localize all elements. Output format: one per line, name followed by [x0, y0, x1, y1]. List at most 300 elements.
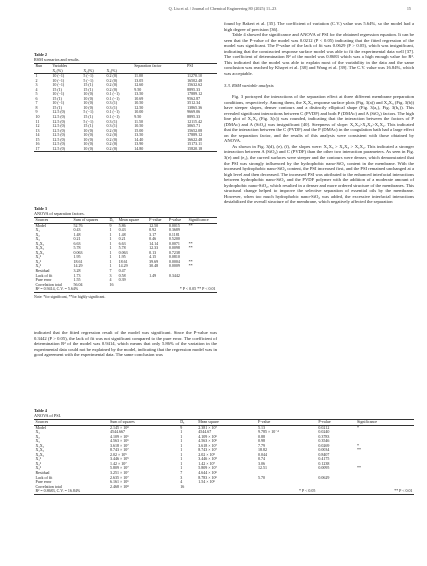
table3-cell: 6.63 — [73, 240, 81, 246]
table4-cell: ** — [357, 447, 362, 453]
table3-cell: 1 — [109, 245, 112, 251]
table2-cell: 15173.11 — [187, 141, 202, 147]
table3-cell: Model — [35, 222, 46, 228]
table4-caption — [34, 408, 414, 418]
table3-cell: 0.3442 — [168, 272, 180, 278]
table2-cell: 0.2 (0) — [106, 145, 118, 151]
table2-cell: 0.2 (0) — [106, 132, 118, 138]
table2-cell: 16622.48 — [187, 136, 203, 142]
table3-cell: 56.04 — [73, 281, 83, 287]
table2-cell: 10 (0) — [83, 145, 94, 151]
table3-cell: Residual — [35, 268, 50, 274]
table4-cell: 0.0212 — [318, 424, 330, 430]
table2-cell: 0.3 (1) — [106, 123, 118, 129]
table2-cell: 10.50 — [134, 123, 144, 129]
table2-cell: 15652.08 — [187, 127, 203, 133]
table2-row — [34, 147, 217, 152]
table3-cell: 1 — [109, 249, 112, 255]
table3-header-cell: Dₓ — [109, 217, 114, 222]
table2-cell: 8 — [35, 104, 38, 110]
table4-cell: 1 — [180, 465, 183, 471]
table3-cell: 0.3689 — [168, 227, 180, 233]
table2-cell: 10 (0) — [83, 104, 94, 110]
table3-cell: 14.29 — [73, 263, 83, 269]
table2-header-cell: Variables — [52, 63, 68, 68]
table2-cell: 12.5 (0) — [52, 136, 65, 142]
page-number: 15 — [406, 6, 411, 11]
table4-cell: 1.54 × 10⁶ — [198, 479, 215, 485]
table3-cell: Pure error — [35, 277, 52, 283]
table4-cell: 3.618 × 10⁷ — [198, 442, 217, 448]
table4-cell: Correlation total — [35, 483, 62, 489]
table3-cell: 1.73 — [73, 272, 81, 278]
table3-cell: 1 — [109, 240, 112, 246]
table3-cell: 0.21 — [73, 236, 81, 242]
table3-cell: 14.29 — [118, 263, 128, 269]
table3-cell: 0.21 — [118, 236, 126, 242]
table3-header-cell: Sum of squares — [73, 217, 99, 222]
table4-cell: X₂X₃ — [35, 451, 45, 457]
table2-cell: 10 — [35, 114, 40, 120]
table4-cell: 0.0095 — [318, 465, 330, 471]
left-body-text: indicated that the fitted regression result of the model was significant. Since the P-value was 0.3442 (P > 0.05), the lack of fit was not significant compared to the pure error. The coefficient of determination R² of the model was 0.9414, which means that only 5.86% of the variation in the experimental data could not be explained by the model, indicating that the regression model was in good agreement with the experimental data. The same conclusion was — [34, 330, 217, 358]
table4-cell: Pure error — [35, 479, 52, 485]
table3-cell: X₃ — [35, 236, 40, 242]
table2-cell: 17 — [35, 145, 40, 151]
table2-cell: 11.00 — [134, 73, 144, 79]
table3-cell: X₁ — [35, 227, 40, 233]
paragraph-1: found by Bakeri et al. [35]. The coefficient of variation (C.V.) value was 5.64%, so the model had a high degree of precision [36]. — [224, 21, 414, 32]
table2-cell: 13.05 — [134, 77, 144, 83]
table2-cell: 12 — [35, 123, 40, 129]
table2-cell: 15 (1) — [52, 104, 62, 110]
table2-cell: 13.50 — [134, 91, 144, 97]
table2-cell: 12.5 (0) — [52, 132, 65, 138]
table2-cell: 5 — [35, 91, 38, 97]
table3 — [34, 217, 217, 293]
table3-note: Note: *for significant, **for highly significant. — [34, 294, 106, 299]
table4-header-cell: Sources — [35, 419, 49, 424]
table4-header-cell: Sum of squares — [109, 419, 135, 424]
table2-cell: 0.2 (0) — [106, 77, 118, 83]
table2-cell: 0.2 (0) — [106, 73, 118, 79]
table3-cell: 0.92 — [149, 227, 157, 233]
table4-cell: 0.1238 — [318, 460, 330, 466]
table3-cell: 12.33 — [149, 245, 159, 251]
table4-cell: 9 — [180, 424, 183, 430]
table3-cell: 0.0015 — [168, 222, 180, 228]
table4-footer-sig1: * P < 0.05 — [299, 488, 316, 494]
table4-cell: 4.563 × 10⁶ — [198, 438, 217, 444]
table2-header-cell: PSI — [187, 63, 193, 68]
table3-cell: 4 — [109, 277, 112, 283]
table3-cell: 1.48 — [73, 231, 81, 237]
table2-cell: 12115.42 — [187, 118, 202, 124]
table2-title: RSM scenarios and results. — [34, 57, 80, 62]
table4-cell: 4544.667 — [109, 429, 125, 435]
table2-cell: 15 (1) — [83, 123, 94, 129]
right-column — [224, 21, 414, 205]
table2-cell: 14 — [35, 132, 40, 138]
table2-cell: 5 (−1) — [83, 109, 94, 115]
table2-cell: 7 — [35, 100, 38, 106]
table3-cell: 1 — [109, 236, 112, 242]
table4-cell: 3.446 × 10⁵ — [109, 456, 129, 462]
table2-cell: 15 (1) — [52, 86, 62, 92]
table4-cell: 4.109 × 10⁶ — [198, 433, 217, 439]
table2-cell: 10.00 — [134, 109, 144, 115]
table4-cell: 0.4175 — [318, 456, 330, 462]
table2-cell: 10 (0) — [83, 100, 94, 106]
table2-cell: 3512.34 — [187, 100, 201, 106]
table4-cell: Residual — [35, 470, 50, 476]
table3-cell: 0.13 — [149, 249, 157, 255]
table4-cell: 8.743 × 10⁷ — [198, 447, 217, 453]
table3-header-cell: Mean square — [118, 217, 140, 222]
table3-cell: X₁X₃ — [35, 245, 45, 251]
table3-cell: ** — [188, 263, 193, 269]
table2-cell: 15 (1) — [83, 82, 94, 88]
table3-cell: 6.63 — [118, 240, 126, 246]
table3-cell: 0.46 — [149, 236, 157, 242]
table3-cell: ** — [188, 258, 193, 264]
table4-cell: 0.0629 — [318, 474, 330, 480]
running-header — [34, 6, 411, 14]
table3-footer-stats: R² = 0.9414, C.V. = 5.64% — [35, 286, 79, 292]
table4-cell: 1.42 × 10⁷ — [109, 460, 127, 466]
table4-cell: 1 — [180, 456, 183, 462]
table4-cell: 0.88 — [258, 433, 266, 439]
table2-cell: 9562.87 — [187, 95, 201, 101]
table3-cell: 52.76 — [73, 222, 83, 228]
table4-cell: 12.51 — [258, 465, 268, 471]
table3-cell: X₂ — [35, 231, 40, 237]
table2-cell: 12.5 (0) — [52, 118, 65, 124]
table3-cell: 4.15 — [149, 254, 157, 260]
table4-cell: 1 — [180, 429, 183, 435]
table3-cell: 16 — [109, 281, 114, 287]
table2-cell: 0.2 (0) — [106, 86, 118, 92]
table3-title: ANOVA of separation factors. — [34, 211, 85, 216]
table3-cell: 0.39 — [118, 277, 126, 283]
table2-cell: 9 — [35, 109, 38, 115]
table2-cell: 15632.62 — [187, 82, 203, 88]
table2-cell: 11 — [35, 118, 40, 124]
table3-caption — [34, 206, 217, 216]
table3-cell: ** — [188, 222, 193, 228]
table3-cell: 18.61 — [73, 258, 83, 264]
table3-cell: 5.86 — [118, 222, 126, 228]
table4-cell: 8.783 × 10⁶ — [198, 474, 217, 480]
table4-cell: X₃² — [35, 465, 41, 471]
table4-cell: 4.109 × 10⁶ — [109, 433, 129, 439]
table3-cell: 0.5200 — [168, 236, 180, 242]
table2-subheader-cell: X₃(%) — [106, 67, 117, 73]
table3-cell: 9 — [109, 222, 112, 228]
table2-cell: 0.1 (−1) — [106, 109, 120, 115]
table2-cell: 10 (0) — [83, 127, 94, 133]
paragraph-4: As shown in Fig. 3(d), (e), (f), the slopes were: X₁X₃ > X₂X₃ > X₁X₂. This indicated a stronger interaction between A (SiO₂) and C (PVDF) than the other two interaction parameters. As seen in Fig. 3(e) and (e₁), the curved surfaces were steeper and the contours were denser, which demonstrated that the PSI was strongly influenced by the hydrophobic nano-SiO₂ content in the membrane. With the increased hydrophobic nano-SiO₂ content, the PSI increased first, and the PSI remained unchanged at a high level and then decreased. The increased PSI was attributed to the enhanced interfacial interactions between hydrophobic nano-SiO₂ and the PVDF polymer with the addition of a moderate amount of hydrophobic nano-SiO₂, which resulted in a denser and more ordered structure of the membranes. This structural change helped to improve the selective separation of essential oils by the membrane. However, when too much hydrophobic nano-SiO₂ was added, the excessive interfacial interactions destabilized the overall structure of the membrane, which negatively affected the separation — [224, 143, 414, 205]
table4-cell: 0.98 — [258, 438, 266, 444]
table4-cell: 3.618 × 10⁷ — [109, 442, 129, 448]
table3-cell: 3.28 — [73, 268, 81, 274]
journal-citation: Q. Liu et al. / Journal of Chemical Engineering 80 (2025) 11–23 — [168, 6, 277, 11]
table4-cell: 4544.67 — [198, 429, 212, 435]
table2-block — [34, 52, 217, 152]
table4-cell: X₂² — [35, 460, 41, 466]
table4-cell: 1 — [180, 451, 183, 457]
table4-cell: 1 — [180, 442, 183, 448]
table2-cell: 5 (−1) — [83, 118, 94, 124]
table2-cell: 0.2 (0) — [106, 136, 118, 142]
table3-cell: Lack of fit — [35, 272, 53, 278]
table4-cell: 2.635 × 10⁷ — [109, 474, 129, 480]
table3-block — [34, 206, 217, 299]
table3-cell: ** — [188, 240, 193, 246]
table4-cell: 6.161 × 10⁶ — [109, 479, 129, 485]
table4-cell: Lack of fit — [35, 474, 53, 480]
table4-cell: 3.446 × 10⁵ — [198, 456, 217, 462]
table3-cell: 0.0004 — [168, 258, 180, 264]
table3-cell: 1 — [109, 231, 112, 237]
table2-cell: 6 — [35, 95, 38, 101]
table4-cell: 5.70 — [258, 474, 266, 480]
table2-subheader-cell: X₁(%) — [52, 67, 63, 73]
table2-cell: 8895.33 — [187, 114, 201, 120]
table2-cell: 12.5 (0) — [52, 141, 65, 147]
table2-cell: 10 (0) — [83, 132, 94, 138]
table4-cell: * — [357, 424, 360, 430]
table4-cell: 7.79 — [258, 442, 266, 448]
table4-cell: 0.3546 — [318, 438, 330, 444]
table2-cell: 0.1 (−1) — [106, 114, 120, 120]
table4-cell: 2.381 × 10⁷ — [198, 424, 217, 430]
table4-cell: ** — [357, 465, 362, 471]
table4-cell: 5.809 × 10⁷ — [109, 465, 129, 471]
table3-cell: 5.78 — [73, 245, 81, 251]
table2-cell: 11270.10 — [187, 73, 202, 79]
table2-cell: 10 (0) — [83, 136, 94, 142]
table3-cell: 0.0098 — [168, 245, 180, 251]
table2-cell: 17889.12 — [187, 91, 203, 97]
table4-block — [34, 408, 414, 495]
table2-cell: 0.2 (0) — [106, 82, 118, 88]
table4-cell: 0.8407 — [318, 451, 330, 457]
table3-header-cell: Sources — [35, 217, 49, 222]
table2-cell: 13.90 — [134, 141, 144, 147]
table2-cell: 12.5 (0) — [52, 109, 65, 115]
table2-cell: 10 (−1) — [52, 91, 65, 97]
table3-cell: X₂² — [35, 258, 41, 264]
table4-label: Table 4 — [34, 408, 47, 413]
table3-header-cell: P-value — [168, 217, 182, 222]
table4-cell: 9.785 × 10⁻⁴ — [258, 429, 279, 435]
table2-cell: 5 (−1) — [83, 73, 94, 79]
table2-cell: 15 (1) — [52, 95, 62, 101]
table3-cell: 0.43 — [118, 227, 126, 233]
table4-cell: 4.563 × 10⁶ — [109, 438, 129, 444]
table4-cell: 1.42 × 10⁷ — [198, 460, 215, 466]
table2-cell: 13.50 — [134, 132, 144, 138]
table3-cell: 0.0810 — [168, 254, 180, 260]
table3-footer-sig: * P < 0.05 ** P < 0.01 — [179, 286, 216, 292]
table4-cell: 16 — [180, 483, 185, 489]
table2-cell: 15 (1) — [83, 114, 94, 120]
table2-cell: 12.5 (0) — [52, 114, 65, 120]
table4 — [34, 419, 414, 495]
table4-cell: 1 — [180, 438, 183, 444]
table3-cell: X₁X₂ — [35, 240, 45, 246]
table4-cell: 18.82 — [258, 447, 268, 453]
table2-cell: 0.1 (−1) — [106, 91, 120, 97]
table2-cell: 0.3 (1) — [106, 104, 118, 110]
table2-cell: 16 — [35, 141, 40, 147]
table4-header-cell: P-value — [318, 419, 331, 424]
table2-cell: 9.50 — [134, 114, 142, 120]
table2-cell: 0.3 (1) — [106, 100, 118, 106]
table4-cell: X₁ — [35, 429, 40, 435]
table3-cell: ** — [188, 245, 193, 251]
table4-cell: 8.743 × 10⁷ — [109, 447, 129, 453]
table2-cell: 10 (0) — [83, 91, 94, 97]
table4-cell: X₁² — [35, 456, 41, 462]
table4-header-cell: Significance — [357, 419, 378, 424]
table4-cell: 5.13 — [258, 424, 266, 430]
table3-cell: 0.47 — [118, 268, 126, 274]
table4-footer-stats: R² = 0.8683, C.V. = 16.84% — [35, 488, 81, 494]
table2-cell: 14.40 — [134, 136, 144, 142]
section-heading: 3.3. RSM variable analysis — [224, 83, 274, 89]
table2-cell: 10 (−1) — [52, 100, 65, 106]
table3-cell: 5.78 — [118, 245, 126, 251]
table2-cell: 12.5 (0) — [52, 123, 65, 129]
table2-cell: 9.50 — [134, 86, 142, 92]
table4-cell: 4.644 × 10⁶ — [198, 470, 217, 476]
table3-cell: X₁² — [35, 254, 41, 260]
table3-cell: 0.7238 — [168, 249, 180, 255]
table4-cell: 2.468 × 10⁸ — [109, 483, 129, 489]
table3-cell: 1 — [109, 254, 112, 260]
paragraph-2: Table 4 showed the significance and ANOVA of PSI for the obtained regression equation. It can be seen that the P-value of the model was 0.0212 (P < 0.05) indicating that the fitted regression of the model was significant. The P-value of the lack of fit was 0.0629 (P > 0.05), which was insignificant, indicating that the constructed response surface model was able to fit the experimental data well [37]. The coefficient of determination R² of the model was 0.8683 which was a high enough value for R². This indicated that the model was able to explain most of the variability in the data and the same conclusion was reached by Khayet et al. [38] and Wang et al. [39]. The C.V. value was 16.84%, which was acceptable. — [224, 32, 414, 76]
table3-cell: 0.063 — [118, 249, 128, 255]
table2-cell: 0.2 (0) — [106, 127, 118, 133]
table4-cell: 0.74 — [258, 456, 266, 462]
table3-cell: 14.14 — [149, 240, 159, 246]
table4-cell: 4 — [180, 479, 183, 485]
table2-cell: 12.60 — [134, 82, 144, 88]
table3-cell: 3.17 — [149, 231, 157, 237]
table2-header-cell: Separation factor — [134, 63, 162, 68]
table4-cell: 1 — [180, 447, 183, 453]
table3-cell: 39.69 — [149, 258, 159, 264]
table4-cell: 3.251 × 10⁷ — [109, 470, 129, 476]
table2-label: Table 2 — [34, 52, 47, 57]
table3-cell: 18.61 — [118, 258, 128, 264]
table4-cell: 3 — [180, 474, 183, 480]
table3-cell: 0.58 — [118, 272, 126, 278]
table4-cell: 5.809 × 10⁷ — [198, 465, 217, 471]
table4-cell: 0.0240 — [318, 429, 330, 435]
table3-cell: 1 — [109, 258, 112, 264]
table3-header-cell: Significance — [188, 217, 209, 222]
table2-cell: 10.69 — [134, 95, 144, 101]
table2-cell: 8895.33 — [187, 86, 201, 92]
table2-cell: 15.00 — [134, 127, 144, 133]
table4-cell: 2.145 × 10⁸ — [109, 424, 129, 430]
table3-cell: 1.49 — [149, 272, 157, 278]
table3-cell: 1 — [109, 263, 112, 269]
table3-cell: X₃² — [35, 263, 41, 269]
table2-subheader-cell: X₂(%) — [83, 67, 94, 73]
table4-cell: 0.044 — [258, 451, 268, 457]
table4-header-cell: F-value — [258, 419, 271, 424]
table4-cell: 2.02 × 10⁵ — [198, 451, 215, 457]
table3-cell: 0.43 — [73, 227, 81, 233]
table2-cell: 15 — [35, 136, 40, 142]
table2-cell: 5 (−1) — [83, 77, 94, 83]
table3-cell: X₂X₃ — [35, 249, 45, 255]
table4-cell: X₁X₂ — [35, 442, 45, 448]
table2-cell: 2 — [35, 77, 38, 83]
table3-cell: 12.50 — [149, 222, 159, 228]
table2-cell: 0.3 (1) — [106, 118, 118, 124]
table2-cell: 15820.18 — [187, 145, 203, 151]
table3-cell: 1.95 — [73, 254, 81, 260]
table4-cell: X₁X₃ — [35, 447, 45, 453]
table2-cell: 4 — [35, 86, 38, 92]
table4-header-cell: Dₓ — [180, 419, 185, 424]
table2-cell: 10 (0) — [83, 95, 94, 101]
table4-cell: X₃ — [35, 438, 40, 444]
table4-cell: * — [357, 442, 360, 448]
table4-cell: 0.0269 — [318, 442, 330, 448]
table3-cell: 7 — [109, 268, 112, 274]
table3-cell: 1 — [109, 227, 112, 233]
table2-cell: 16502.48 — [187, 77, 203, 83]
table2-cell: 17889.12 — [187, 132, 203, 138]
table3-label: Table 3 — [34, 206, 47, 211]
table2-cell: 0.1 (−1) — [106, 95, 120, 101]
table4-header-cell: Mean square — [198, 419, 219, 424]
table2-cell: 3 — [35, 82, 38, 88]
table2-cell: 0.2 (0) — [106, 141, 118, 147]
table2-header-cell: Run — [35, 63, 43, 68]
table2-caption — [34, 52, 217, 62]
table3-cell: 0.0071 — [168, 240, 180, 246]
table4-cell: 0.0034 — [318, 447, 330, 453]
table4-cell: 2.02 × 10⁵ — [109, 451, 127, 457]
table3-cell: 3 — [109, 272, 112, 278]
table2-cell: 1 — [35, 73, 38, 79]
table2-cell: 3065.71 — [187, 123, 201, 129]
table2-cell: 13 — [35, 127, 40, 133]
table4-cell: 7 — [180, 470, 183, 476]
table3-cell: 0.1181 — [168, 231, 180, 237]
table4-cell: 1 — [180, 433, 183, 439]
table3-header-cell: F-value — [149, 217, 162, 222]
table2-cell: 12.5 (0) — [52, 145, 65, 151]
table2-cell: 10.50 — [134, 100, 144, 106]
table4-title: ANOVA of PSI. — [34, 413, 62, 418]
table3-cell: 0.0009 — [168, 263, 180, 269]
table4-cell: Model — [35, 424, 46, 430]
table2 — [34, 63, 217, 152]
table4-cell: 3.06 — [258, 460, 266, 466]
table3-cell: 0.063 — [73, 249, 83, 255]
table2-cell: 10 (−1) — [52, 82, 65, 88]
table3-cell: 1.55 — [73, 277, 81, 283]
table4-cell: 0.3783 — [318, 433, 330, 439]
